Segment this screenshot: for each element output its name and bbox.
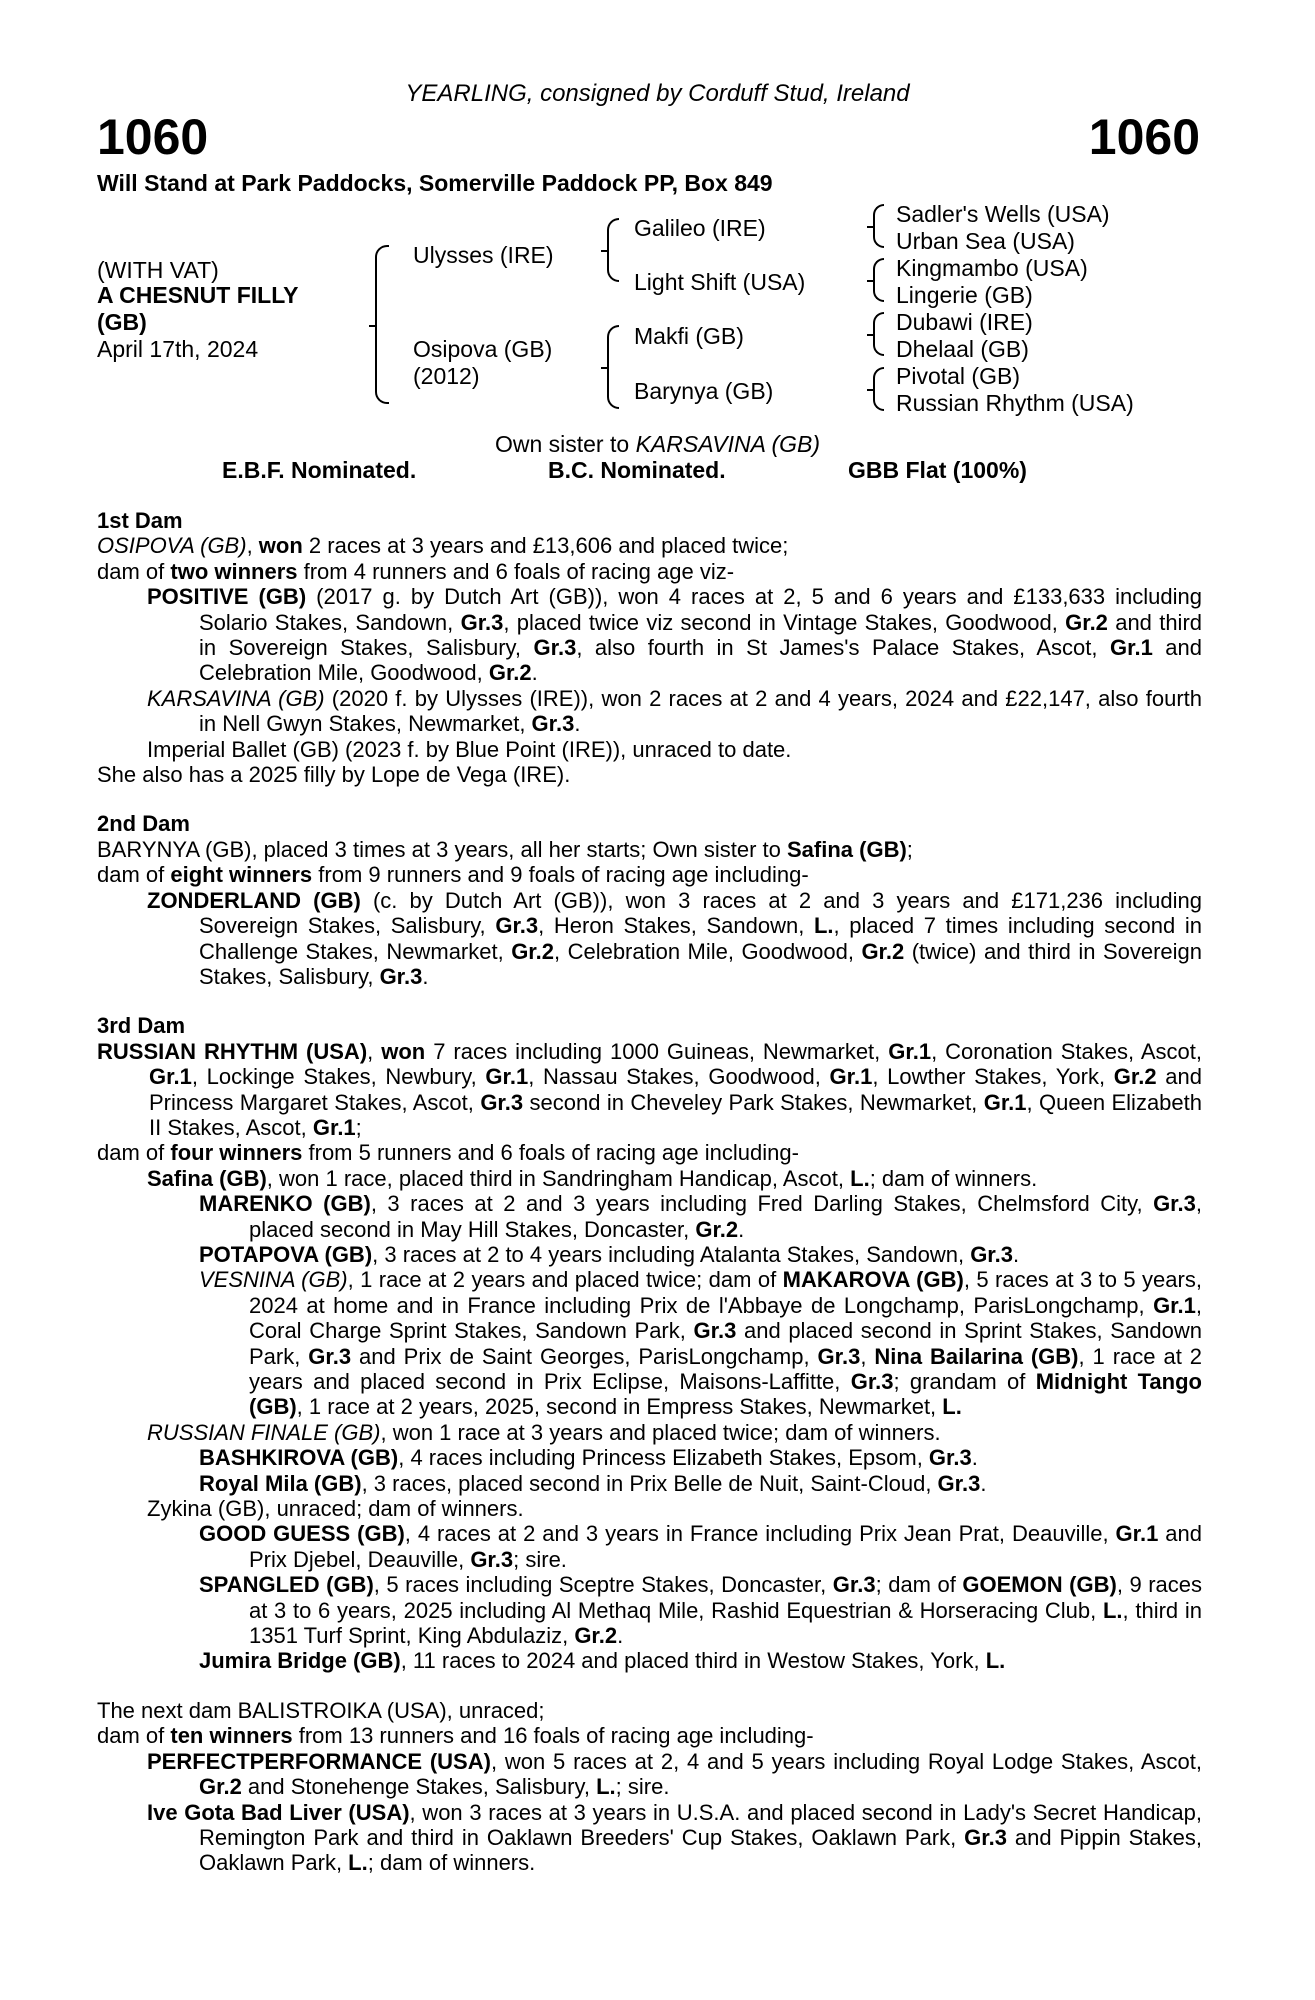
ancestor-dsd: Dhelaal (GB) xyxy=(896,336,1029,362)
brace-sd xyxy=(873,258,884,302)
stand-location: Will Stand at Park Paddocks, Somerville Paddock PP, Box 849 xyxy=(97,170,773,196)
produce-russian-finale: RUSSIAN FINALE (GB), won 1 race at 3 years and placed twice; dam of winners. xyxy=(147,1419,941,1445)
brace-sire xyxy=(607,218,619,282)
horse-title: A CHESNUT FILLY xyxy=(97,282,299,308)
first-dam-produce-summary: dam of two winners from 4 runners and 6 foals of racing age viz- xyxy=(97,558,735,584)
second-dam-heading: 2nd Dam xyxy=(97,811,190,837)
produce-perfectperformance: PERFECTPERFORMANCE (USA), won 5 races at 2, 4 and 5 years including Royal Lodge Stakes, Ascot, Gr.2 and Stonehenge Stakes, Salisbury, L.; sire. xyxy=(147,1748,1203,1800)
produce-karsavina: KARSAVINA (GB) (2020 f. by Ulysses (IRE)), won 2 races at 2 and 4 years, 2024 and £22,147, also fourth in Nell Gwyn Stakes, Newmarket, Gr.3. xyxy=(147,685,1203,737)
ancestor-sdd: Lingerie (GB) xyxy=(896,282,1033,308)
ancestor-ssd: Urban Sea (USA) xyxy=(896,228,1075,254)
ancestor-dds: Pivotal (GB) xyxy=(896,363,1020,389)
lot-number-right: 1060 xyxy=(1088,109,1200,165)
produce-2025-filly: She also has a 2025 filly by Lope de Vega (IRE). xyxy=(97,762,571,788)
next-dam-line: The next dam BALISTROIKA (USA), unraced; xyxy=(97,1697,545,1723)
produce-jumira-bridge: Jumira Bridge (GB), 11 races to 2024 and placed third in Westow Stakes, York, L. xyxy=(199,1648,1006,1674)
produce-ive-gota-bad-liver: Ive Gota Bad Liver (USA), won 3 races at 3 years in U.S.A. and placed second in Lady's Secret Handicap, Remington Park and third in Oaklawn Breeders' Cup Stakes, Oaklawn Park, Gr.3 and Pippin Stakes, Oaklawn Park, L.; dam of winners. xyxy=(147,1799,1203,1876)
consignment-line: YEARLING, consigned by Corduff Stud, Ireland xyxy=(405,80,910,107)
dam-year: (2012) xyxy=(413,363,480,389)
produce-marenko: MARENKO (GB), 3 races at 2 and 3 years including Fred Darling Stakes, Chelmsford City, Gr.3, placed second in May Hill Stakes, Doncaster, Gr.2. xyxy=(199,1191,1202,1242)
brace-dd xyxy=(873,367,884,411)
produce-bashkirova: BASHKIROVA (GB), 4 races including Princess Elizabeth Stakes, Epsom, Gr.3. xyxy=(199,1445,978,1471)
brace-ss xyxy=(873,204,884,248)
sire: Ulysses (IRE) xyxy=(413,242,554,268)
produce-vesnina: VESNINA (GB), 1 race at 2 years and placed twice; dam of MAKAROVA (GB), 5 races at 3 to 5 years, 2024 at home and in France including Prix de l'Abbaye de Longchamp, ParisLongchamp, Gr.1, Coral Charge Sprint Stakes, Sandown Park, Gr.3 and placed second in Sprint Stakes, Sandown Park, Gr.3 and Prix de Saint Georges, ParisLongchamp, Gr.3, Nina Bailarina (GB), 1 race at 2 years and placed second in Prix Eclipse, Maisons-Laffitte, Gr.3; grandam of Midnight Tango (GB), 1 race at 2 years, 2025, second in Empress Stakes, Newmarket, L. xyxy=(199,1267,1203,1420)
produce-safina: Safina (GB), won 1 race, placed third in Sandringham Handicap, Ascot, L.; dam of winners. xyxy=(147,1165,1038,1191)
third-dam-line: RUSSIAN RHYTHM (USA), won 7 races including 1000 Guineas, Newmarket, Gr.1, Coronation Stakes, Ascot, Gr.1, Lockinge Stakes, Newbury, Gr.1, Nassau Stakes, Goodwood, Gr.1, Lowther Stakes, York, Gr.2 and Princess Margaret Stakes, Ascot, Gr.3 second in Cheveley Park Stakes, Newmarket, Gr.1, Queen Elizabeth II Stakes, Ascot, Gr.1; xyxy=(97,1038,1202,1140)
dam-sire: Makfi (GB) xyxy=(634,323,744,349)
ancestor-sds: Kingmambo (USA) xyxy=(896,255,1088,281)
next-dam-produce-summary: dam of ten winners from 13 runners and 16 foals of racing age including- xyxy=(97,1723,814,1749)
produce-zykina: Zykina (GB), unraced; dam of winners. xyxy=(147,1496,524,1522)
ancestor-sss: Sadler's Wells (USA) xyxy=(896,201,1110,227)
brace-main xyxy=(375,245,389,404)
brace-ds xyxy=(873,312,884,356)
produce-potapova: POTAPOVA (GB), 3 races at 2 to 4 years including Atalanta Stakes, Sandown, Gr.3. xyxy=(199,1241,1020,1267)
own-sister-note: Own sister to KARSAVINA (GB) xyxy=(494,431,821,457)
lot-number-left: 1060 xyxy=(97,109,209,165)
bc-nomination: B.C. Nominated. xyxy=(548,457,726,483)
third-dam-heading: 3rd Dam xyxy=(97,1013,186,1039)
produce-spangled: SPANGLED (GB), 5 races including Sceptre Stakes, Doncaster, Gr.3; dam of GOEMON (GB), 9 races at 3 to 6 years, 2025 including Al Methaq Mile, Rashid Equestrian & Horseracing Club, L., third in 1351 Turf Sprint, King Abdulaziz, Gr.2. xyxy=(199,1572,1202,1649)
produce-zonderland: ZONDERLAND (GB) (c. by Dutch Art (GB)), won 3 races at 2 and 3 years and £171,236 including Sovereign Stakes, Salisbury, Gr.3, Heron Stakes, Sandown, L., placed 7 times including second in Challenge Stakes, Newmarket, Gr.2, Celebration Mile, Goodwood, Gr.2 (twice) and third in Sovereign Stakes, Salisbury, Gr.3. xyxy=(147,887,1203,989)
sire-dam: Light Shift (USA) xyxy=(634,269,806,295)
ancestor-dss: Dubawi (IRE) xyxy=(896,309,1033,335)
sire-sire: Galileo (IRE) xyxy=(634,215,766,241)
vat-note: (WITH VAT) xyxy=(97,257,219,283)
dam-dam: Barynya (GB) xyxy=(634,378,774,404)
first-dam-heading: 1st Dam xyxy=(97,508,183,533)
brace-dam xyxy=(607,325,619,409)
produce-positive: POSITIVE (GB) (2017 g. by Dutch Art (GB)), won 4 races at 2, 5 and 6 years and £133,633 including Solario Stakes, Sandown, Gr.3, placed twice viz second in Vintage Stakes, Goodwood, Gr.2 and third in Sovereign Stakes, Salisbury, Gr.3, also fourth in St James's Palace Stakes, Ascot, Gr.1 and Celebration Mile, Goodwood, Gr.2. xyxy=(147,584,1203,686)
produce-imperial-ballet: Imperial Ballet (GB) (2023 f. by Blue Point (IRE)), unraced to date. xyxy=(147,736,792,762)
gbb-flat: GBB Flat (100%) xyxy=(848,457,1027,483)
horse-title-country: (GB) xyxy=(97,309,147,335)
second-dam-produce-summary: dam of eight winners from 9 runners and 9 foals of racing age including- xyxy=(97,862,809,888)
produce-good-guess: GOOD GUESS (GB), 4 races at 2 and 3 years in France including Prix Jean Prat, Deauville, Gr.1 and Prix Djebel, Deauville, Gr.3; sire. xyxy=(199,1521,1202,1572)
ebf-nomination: E.B.F. Nominated. xyxy=(222,457,417,483)
second-dam-line: BARYNYA (GB), placed 3 times at 3 years, all her starts; Own sister to Safina (GB); xyxy=(97,836,913,862)
first-dam-line: OSIPOVA (GB), won 2 races at 3 years and £13,606 and placed twice; xyxy=(97,533,789,559)
ancestor-ddd: Russian Rhythm (USA) xyxy=(896,390,1134,416)
catalogue-body xyxy=(97,508,1202,1876)
date-of-birth: April 17th, 2024 xyxy=(97,336,259,362)
third-dam-produce-summary: dam of four winners from 5 runners and 6 foals of racing age including- xyxy=(97,1140,799,1166)
produce-royal-mila: Royal Mila (GB), 3 races, placed second in Prix Belle de Nuit, Saint-Cloud, Gr.3. xyxy=(199,1470,987,1496)
dam: Osipova (GB) xyxy=(413,336,553,362)
